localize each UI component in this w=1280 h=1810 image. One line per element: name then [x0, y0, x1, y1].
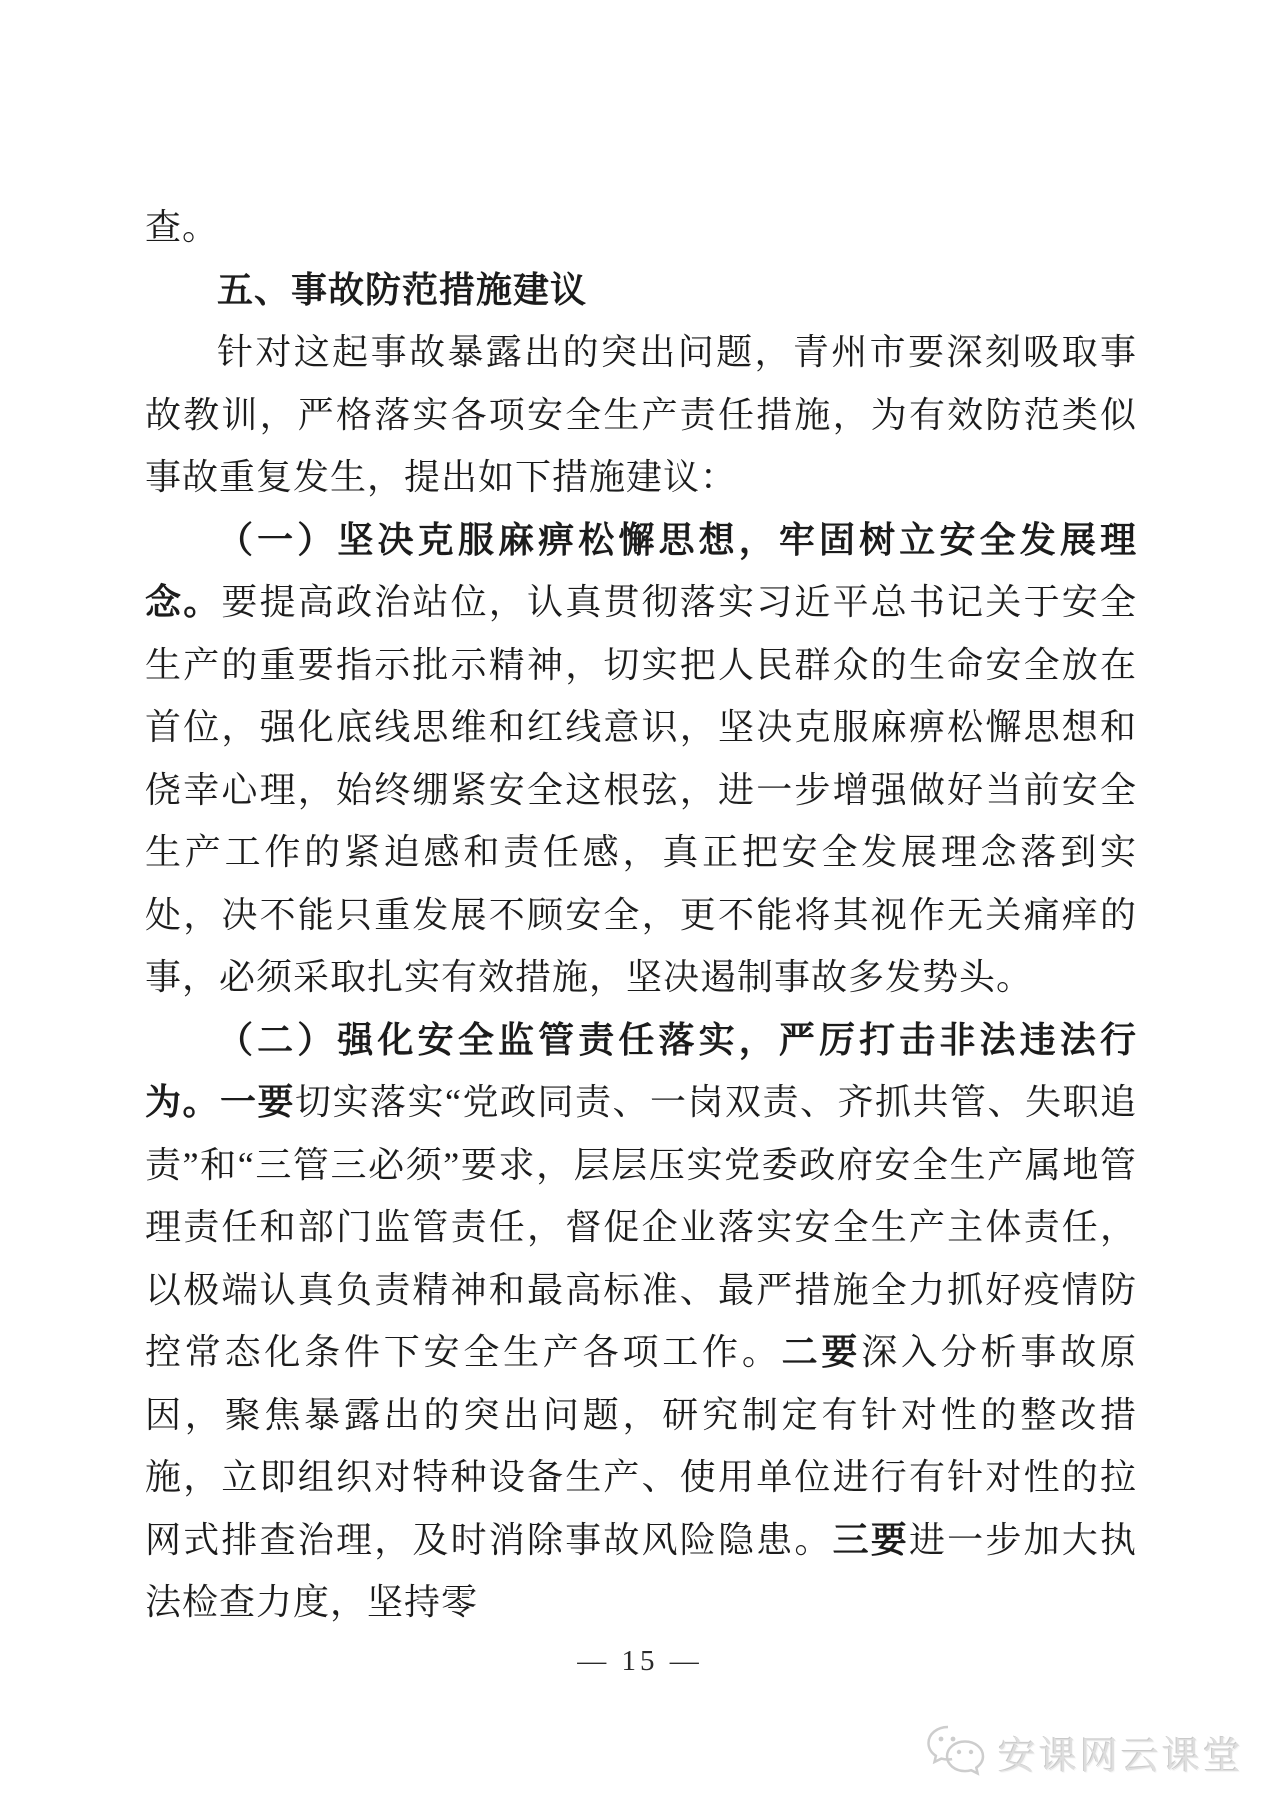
section-heading [145, 259, 1137, 322]
text-run: 切实落实“党政同责、一岗双责、齐抓共管、失职追责”和“三管三必须”要求，层层压实党委政府安全生产属地管理责任和部门监管责任，督促企业落实安全生产主体责任，以极端认真负责精神和最高标准、最严措施全力抓好疫情防控常态化条件下安全生产各项工作。 [145, 1082, 1137, 1372]
paragraph [145, 321, 1137, 509]
page-number: — 15 — [577, 1645, 703, 1677]
chat-bubbles-icon [924, 1724, 988, 1780]
text-run: 二要 [781, 1332, 862, 1372]
watermark [924, 1724, 1244, 1780]
text-run: （一）坚决克服麻痹松懈思想，牢固树立安全发展理念。 [145, 519, 1137, 622]
document-body [145, 196, 1137, 1634]
text-run: 查。 [145, 207, 220, 247]
text-run: 一要 [220, 1082, 295, 1122]
paragraph [145, 1009, 1137, 1634]
paragraph [145, 196, 1137, 259]
text-run: 针对这起事故暴露出的突出问题，青州市要深刻吸取事故教训，严格落实各项安全生产责任措施，为有效防范类似事故重复发生，提出如下措施建议： [145, 332, 1137, 497]
watermark-text: 安课网云课堂 [997, 1735, 1244, 1778]
text-run: 三要 [832, 1519, 909, 1560]
text-run: 要提高政治站位，认真贯彻落实习近平总书记关于安全生产的重要指示批示精神，切实把人民群众的生命安全放在首位，强化底线思维和红线意识，坚决克服麻痹松懈思想和侥幸心理，始终绷紧安全这根弦，进一步增强做好当前安全生产工作的紧迫感和责任感，真正把安全发展理念落到实处，决不能只重发展不顾安全，更不能将其视作无关痛痒的事，必须采取扎实有效措施，坚决遏制事故多发势头。 [145, 582, 1137, 997]
text-run: 深入分析事故原因，聚焦暴露出的突出问题，研究制定有针对性的整改措施，立即组织对特种设备生产、使用单位进行有针对性的拉网式排查治理，及时消除事故风险隐患。 [145, 1332, 1137, 1560]
text-run: （二）强化安全监管责任落实，严厉打击非法违法行为。 [145, 1019, 1137, 1122]
text-run: 进一步加大执法检查力度，坚持零 [145, 1519, 1137, 1622]
paragraph [145, 509, 1137, 1009]
text-run: 五、事故防范措施建议 [217, 268, 588, 310]
